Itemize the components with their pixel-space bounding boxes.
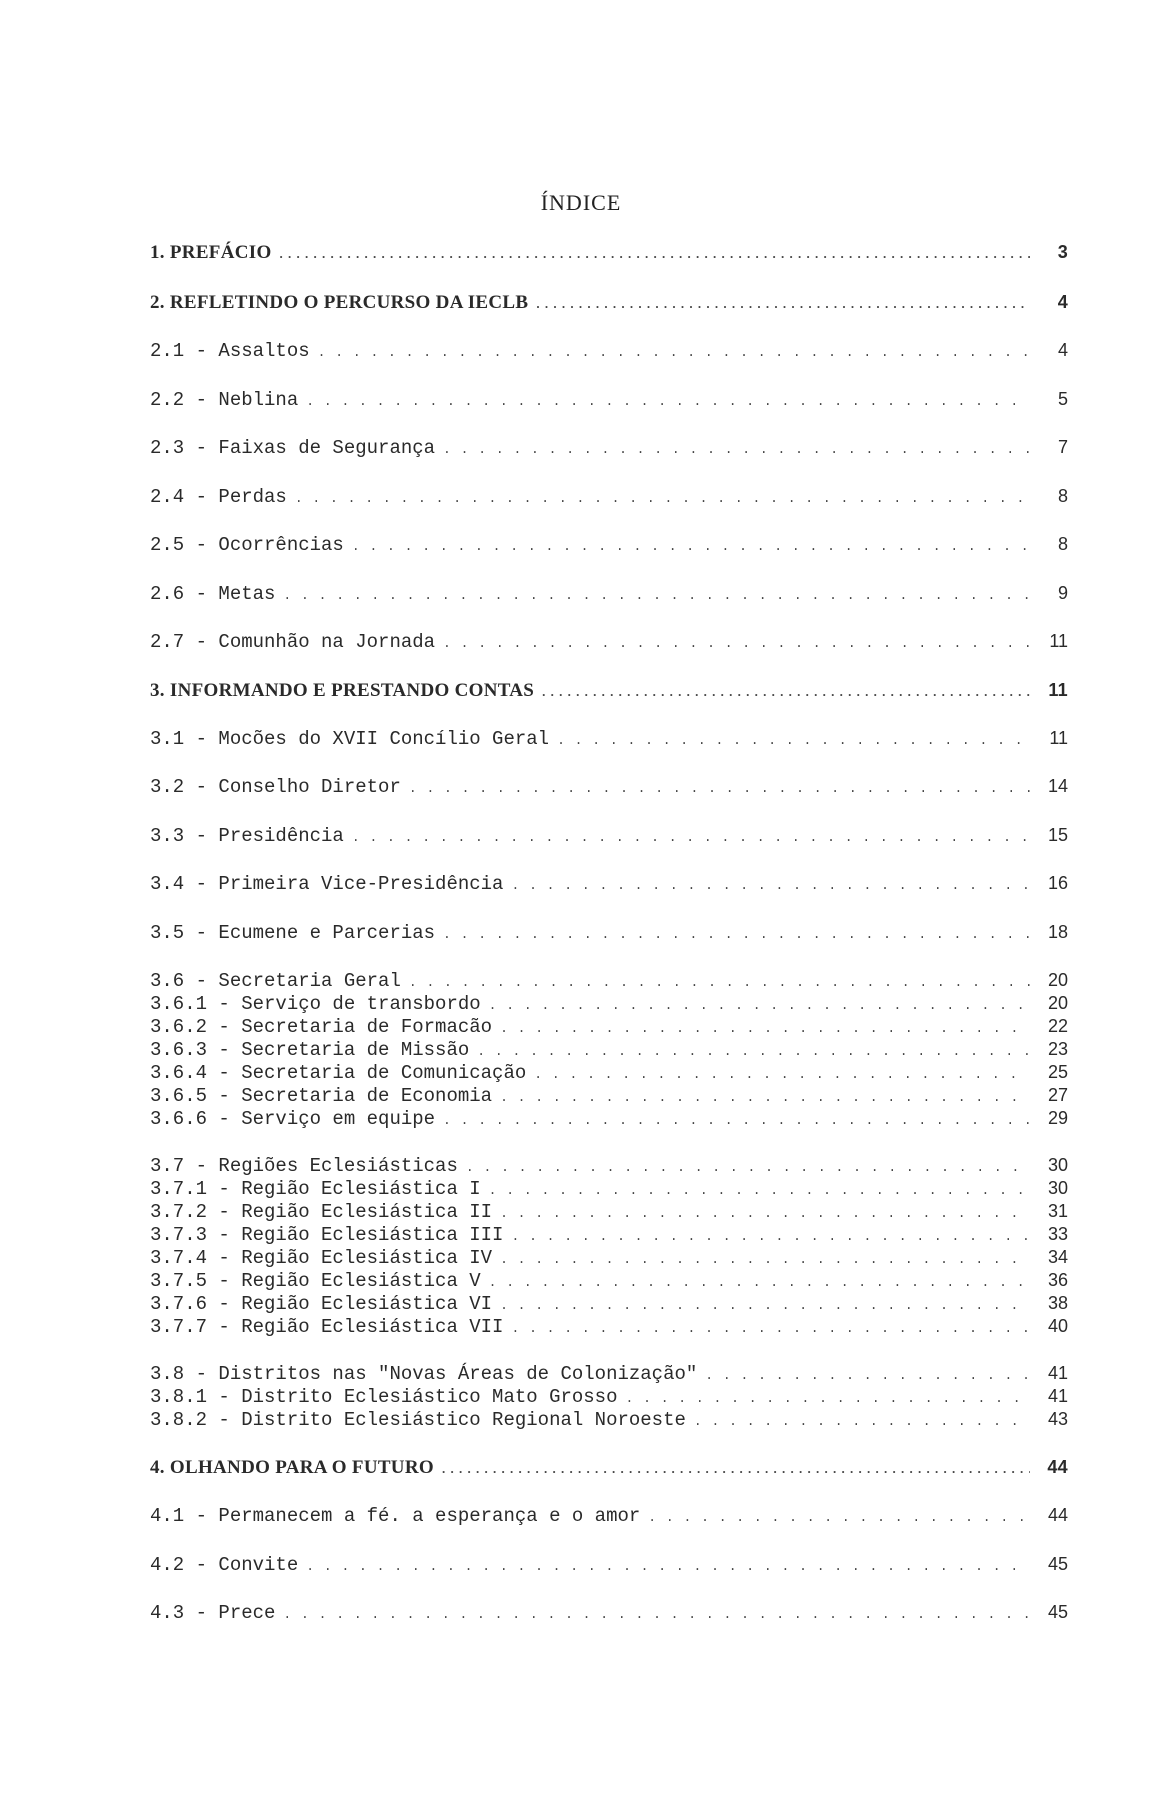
toc-entry-page: 11 — [1049, 728, 1068, 748]
toc-entry-page: 11 — [1048, 680, 1068, 700]
toc-entry-label: 3.7.5 - Região Eclesiástica V — [150, 1270, 481, 1292]
toc-entry-page: 27 — [1047, 1085, 1068, 1105]
toc-entry — [150, 581, 1068, 605]
toc-entry-label: 2.7 - Comunhão na Jornada — [150, 631, 436, 653]
toc-entry — [150, 1199, 1068, 1223]
toc-entry-label: 3.4 - Primeira Vice-Presidência — [150, 873, 504, 895]
toc-entry-page: 22 — [1047, 1016, 1068, 1036]
toc-entry-page: 31 — [1047, 1201, 1068, 1221]
dot-leader — [442, 1456, 1030, 1481]
toc-entry-label: 2.1 - Assaltos — [150, 340, 310, 362]
toc-entry — [150, 240, 1068, 264]
toc-entry — [150, 968, 1068, 992]
toc-entry — [150, 629, 1068, 653]
toc-entry — [150, 338, 1068, 362]
toc-entry — [150, 774, 1068, 798]
toc-entry-page: 4 — [1057, 292, 1068, 312]
toc-entry — [150, 1268, 1068, 1292]
dot-leader — [443, 630, 1030, 656]
dot-leader — [557, 727, 1030, 753]
toc-entry-label: 3.6.5 - Secretaria de Economia — [150, 1085, 493, 1107]
toc-entry — [150, 1153, 1068, 1177]
toc-entry-page: 11 — [1049, 631, 1068, 651]
toc-entry-label: 2. REFLETINDO O PERCURSO DA IECLB — [150, 292, 529, 313]
toc-entry — [150, 1407, 1068, 1431]
toc-entry-page: 7 — [1057, 437, 1068, 457]
toc-entry-page: 41 — [1047, 1363, 1068, 1383]
dot-leader — [648, 1504, 1030, 1530]
dot-leader — [511, 872, 1030, 898]
toc-entry — [150, 1314, 1068, 1338]
toc-entry-page: 20 — [1047, 970, 1068, 990]
dot-leader — [536, 291, 1030, 316]
toc-entry — [150, 532, 1068, 556]
toc-entry-label: 3.8 - Distritos nas "Novas Áreas de Colonização" — [150, 1363, 698, 1385]
toc-entry-label: 4.3 - Prece — [150, 1602, 276, 1624]
dot-leader — [283, 1601, 1030, 1627]
toc-entry — [150, 435, 1068, 459]
page-title: ÍNDICE — [540, 190, 622, 215]
toc-entry-label: 2.6 - Metas — [150, 583, 276, 605]
toc-entry-label: 3.7.7 - Região Eclesiástica VII — [150, 1316, 504, 1338]
dot-leader — [542, 679, 1030, 704]
toc-entry-page: 9 — [1057, 583, 1068, 603]
toc-entry — [150, 871, 1068, 895]
toc-entry — [150, 1503, 1068, 1527]
toc-entry-label: 2.3 - Faixas de Segurança — [150, 437, 436, 459]
toc-entry-page: 30 — [1047, 1178, 1068, 1198]
toc-entry-page: 43 — [1047, 1409, 1068, 1429]
dot-leader — [443, 1107, 1030, 1133]
toc-entry — [150, 387, 1068, 411]
toc-entry — [150, 1245, 1068, 1269]
toc-entry-label: 3.3 - Presidência — [150, 825, 344, 847]
dot-leader — [409, 775, 1030, 801]
toc-entry-label: 3.7 - Regiões Eclesiásticas — [150, 1155, 458, 1177]
toc-entry-page: 38 — [1047, 1293, 1068, 1313]
dot-leader — [694, 1408, 1030, 1434]
toc-entry-label: 3.6.3 - Secretaria de Missão — [150, 1039, 470, 1061]
dot-leader — [318, 339, 1030, 365]
toc-entry — [150, 1060, 1068, 1084]
toc-entry-label: 3.6.2 - Secretaria de Formacão — [150, 1016, 493, 1038]
toc-entry-page: 25 — [1047, 1062, 1068, 1082]
toc-entry-page: 34 — [1047, 1247, 1068, 1267]
toc-entry — [150, 1037, 1068, 1061]
toc-entry-label: 3.2 - Conselho Diretor — [150, 776, 401, 798]
toc-entry-page: 3 — [1057, 242, 1068, 262]
toc-entry-page: 23 — [1047, 1039, 1068, 1059]
toc-entry-page: 8 — [1057, 534, 1068, 554]
toc-entry-page: 4 — [1057, 340, 1068, 360]
dot-leader — [511, 1315, 1030, 1341]
toc-entry-label: 3.8.1 - Distrito Eclesiástico Mato Grosso — [150, 1386, 618, 1408]
toc-entry — [150, 1361, 1068, 1385]
toc-entry-label: 3.8.2 - Distrito Eclesiástico Regional Noroeste — [150, 1409, 686, 1431]
toc-entry-page: 33 — [1047, 1224, 1068, 1244]
dot-leader — [443, 921, 1030, 947]
toc-entry — [150, 678, 1068, 702]
toc-entry-label: 4.2 - Convite — [150, 1554, 299, 1576]
toc-entry-label: 3.5 - Ecumene e Parcerias — [150, 922, 436, 944]
toc-entry-page: 29 — [1047, 1108, 1068, 1128]
toc-entry-label: 3.7.4 - Região Eclesiástica IV — [150, 1247, 493, 1269]
toc-entry-label: 3.6.6 - Serviço em equipe — [150, 1108, 436, 1130]
toc-entry-label: 2.4 - Perdas — [150, 486, 287, 508]
toc-entry — [150, 823, 1068, 847]
toc-entry — [150, 484, 1068, 508]
toc-entry — [150, 920, 1068, 944]
toc-entry-page: 16 — [1047, 873, 1068, 893]
dot-leader — [283, 582, 1030, 608]
toc-entry-label: 3.6.1 - Serviço de transbordo — [150, 993, 481, 1015]
toc-entry-page: 36 — [1047, 1270, 1068, 1290]
toc-entry-page: 18 — [1047, 922, 1068, 942]
toc-entry-page: 15 — [1047, 825, 1068, 845]
toc-entry — [150, 1384, 1068, 1408]
toc-entry-label: 2.5 - Ocorrências — [150, 534, 344, 556]
toc-entry-label: 3.1 - Mocões do XVII Concílio Geral — [150, 728, 550, 750]
toc-entry-page: 8 — [1057, 486, 1068, 506]
toc-entry-page: 30 — [1047, 1155, 1068, 1175]
toc-entry-page: 40 — [1047, 1316, 1068, 1336]
toc-entry-page: 20 — [1047, 993, 1068, 1013]
toc-entry-label: 1. PREFÁCIO — [150, 242, 272, 263]
toc-entry-label: 4. OLHANDO PARA O FUTURO — [150, 1457, 434, 1478]
toc-entry — [150, 1291, 1068, 1315]
toc-entry — [150, 1600, 1068, 1624]
dot-leader — [306, 1553, 1030, 1579]
dot-leader — [295, 485, 1030, 511]
toc-entry — [150, 991, 1068, 1015]
toc-entry-page: 45 — [1047, 1602, 1068, 1622]
toc-entry-label: 3.7.1 - Região Eclesiástica I — [150, 1178, 481, 1200]
dot-leader — [352, 533, 1030, 559]
toc-entry-label: 4.1 - Permanecem a fé. a esperança e o amor — [150, 1505, 641, 1527]
toc-entry-label: 3.6 - Secretaria Geral — [150, 970, 401, 992]
toc-entry — [150, 1014, 1068, 1038]
toc-entry — [150, 1552, 1068, 1576]
toc-entry — [150, 1455, 1068, 1479]
dot-leader — [443, 436, 1030, 462]
toc-entry — [150, 1222, 1068, 1246]
toc-entry-label: 2.2 - Neblina — [150, 389, 299, 411]
toc-entry-page: 44 — [1047, 1505, 1068, 1525]
toc-entry-page: 44 — [1047, 1457, 1068, 1477]
toc-entry-label: 3.7.2 - Região Eclesiástica II — [150, 1201, 493, 1223]
toc-entry-label: 3.7.6 - Região Eclesiástica VI — [150, 1293, 493, 1315]
toc-entry-page: 41 — [1047, 1386, 1068, 1406]
toc-entry-label: 3.7.3 - Região Eclesiástica III — [150, 1224, 504, 1246]
toc-entry — [150, 1083, 1068, 1107]
toc-entry — [150, 1106, 1068, 1130]
toc-entry — [150, 1176, 1068, 1200]
toc-entry — [150, 290, 1068, 314]
toc-entry-page: 14 — [1047, 776, 1068, 796]
toc-entry-page: 5 — [1057, 389, 1068, 409]
dot-leader — [352, 824, 1030, 850]
toc-entry-page: 45 — [1047, 1554, 1068, 1574]
toc-entry-label: 3. INFORMANDO E PRESTANDO CONTAS — [150, 680, 535, 701]
dot-leader — [280, 241, 1030, 266]
dot-leader — [306, 388, 1030, 414]
toc-entry-label: 3.6.4 - Secretaria de Comunicação — [150, 1062, 527, 1084]
toc-entry — [150, 726, 1068, 750]
